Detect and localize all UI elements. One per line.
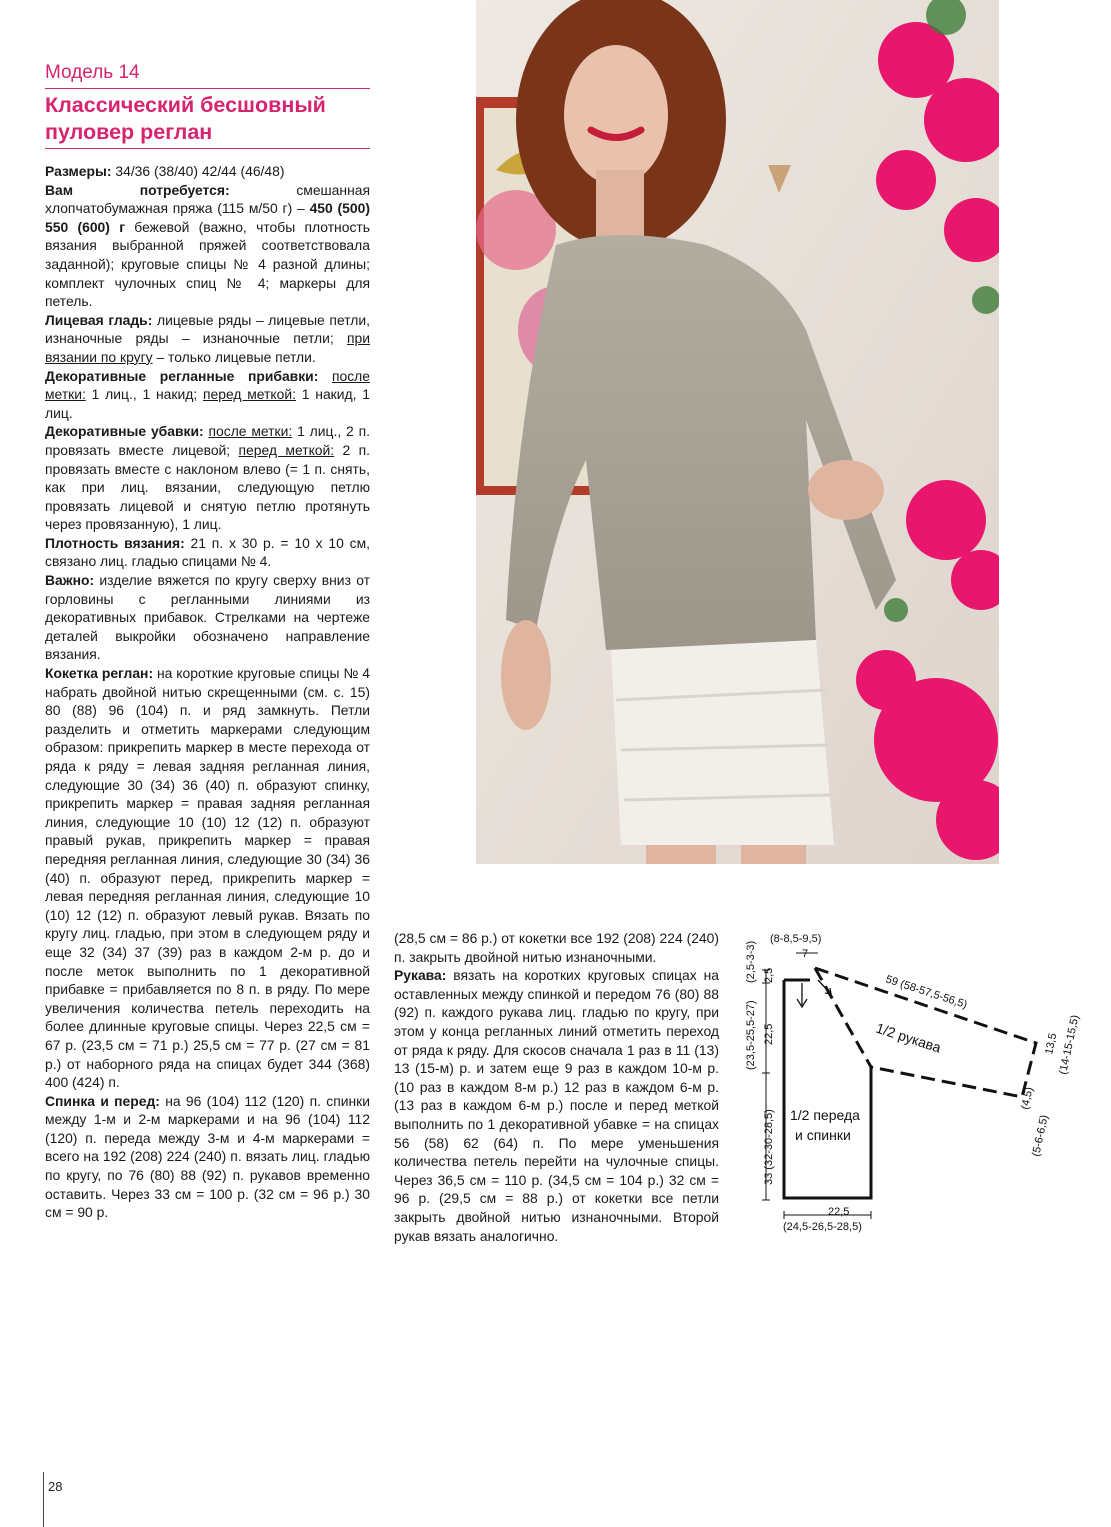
model-photo [476, 0, 999, 864]
increases-space [318, 368, 332, 384]
cuff-c: (4,5) [1019, 1085, 1036, 1111]
sleeves-label: Рукава: [394, 967, 447, 984]
header-rule-bottom [45, 148, 370, 149]
schematic-drawing [740, 925, 1090, 1245]
body-continued: (28,5 см = 86 р.) от кокетки все 192 (208) 224 (240) п. закрыть двойной нитью изнаночными. [394, 930, 719, 965]
gauge-text: 21 п. x 30 р. = 10 x 10 см, связано лиц. гладью спицами № 4. [45, 534, 370, 570]
cuff-d: (5-6-6,5) [1030, 1113, 1051, 1158]
header-rule-top [45, 88, 370, 89]
dec-before-marker: перед меткой: [238, 441, 335, 458]
left-top-value: 2,5 [763, 967, 775, 983]
sizes-value: 34/36 (38/40) 42/44 (46/48) [111, 163, 285, 179]
left-top-label: (2,5-3-3) [745, 940, 757, 983]
sleeve-label: 1/2 рукава [874, 1019, 943, 1056]
bottom-value: 22,5 [828, 1206, 850, 1218]
page-number: 28 [48, 1479, 63, 1494]
stockinette-label: Лицевая гладь: [45, 311, 153, 328]
diagram-top-value: 7 [802, 948, 809, 960]
materials-label: Вам потребуется: [45, 181, 230, 198]
instructions-column-2 [394, 929, 719, 1245]
body-paragraph [45, 1092, 370, 1222]
dec-after-marker: после метки: [208, 423, 293, 440]
cuff-b: (14-15-15,5) [1057, 1013, 1082, 1076]
sizes-paragraph [45, 162, 370, 181]
gauge-label: Плотность вязания: [45, 534, 185, 551]
materials-paragraph [45, 181, 370, 311]
body-text: на 96 (104) 112 (120) п. спинки между 1-м и 2-м маркерами и на 96 (104) 112 (120) п. переда между 3-м и 4-м маркерами = всего на 192 (208) 224 (240) п. вязать лиц. гладью по кругу, по 76 (80) 88 (92) п. рукавов временно оставить. Через 33 см = 100 р. (32 см = 96 р.) 30 см = 90 р. [45, 1092, 370, 1221]
pattern-schematic [740, 925, 1090, 1245]
yarn-amount: 450 (500) 550 (600) г [45, 200, 370, 235]
decreases-text: 1 лиц., 2 п. провязать вместе лицевой; [45, 423, 370, 458]
title-line-1: Классический бесшовный [45, 93, 326, 117]
title-line-2: пуловер реглан [45, 120, 213, 144]
body-label-1: 1/2 переда [790, 1107, 860, 1123]
sleeve-length: 59 (58-57,5-56,5) [884, 973, 969, 1012]
left-body-label: 33 (32-30-28,5) [763, 1109, 775, 1185]
stockinette-paragraph [45, 311, 370, 367]
sleeves-text: вязать на коротких круговых спицах на оставленных между спинкой и передом 76 (80) 88 (92) п. каждого рукава лиц. гладью по кругу, при этом у конца регланных линий отметить переход от ряда к ряду. Для скосов сначала 1 раз в 11 (13) 13 (15-м) р. и затем еще 9 раз в каждом 10-м р. (10 раз в каждом 8-м р.) 12 раз в каждом 6-м р. (13 раз в каждом 6-м р.) после и перед меткой выполнить по 1 декоративной убавке = на спицах 56 (58) 62 (64) п. По мере уменьшения количества петель перейти на чулочные спицы. Через 36,5 см = 110 р. (34,5 см = 104 р.) 32 см = 96 р. (29,5 см = 88 р.) от кокетки все петли закрыть двойной нитью изнаночными. Второй рукав вязать аналогично. [394, 967, 719, 1244]
after-marker: после метки: [45, 367, 370, 403]
bottom-label: (24,5-26,5-28,5) [783, 1221, 862, 1233]
increases-text-cont: 1 накид, 1 лиц. [45, 386, 370, 421]
materials-text: смешанная хлопчатобумажная пряжа (115 м/50 г) – [45, 181, 370, 217]
page-margin-line [43, 1472, 44, 1527]
yoke-text: на короткие круговые спицы № 4 набрать двойной нитью скрещенными (см. с. 15) 80 (88) 96 (104) п. и ряд замкнуть. Петли разделить и отметить маркерами следующим образом: прикрепить маркер в месте перехода от ряда к ряду = левая задняя регланная линия, следующие 30 (34) 36 (40) п. образуют спинку, прикрепить маркер = правая задняя регланная линия, следующие 10 (10) 12 (12) п. образуют правый рукав, прикрепить маркер = правая передняя регланная линия, следующие 30 (34) 36 (40) п. образуют перед, прикрепить маркер = левая передняя регланная линия, следующие 10 (10) 12 (12) п. образуют левый рукав. Вязать по кругу лиц. гладью, при этом в следующем ряду и еще 32 (34) 37 (39) раз в каждом 2-м р. до и после меток выполнить по 1 декоративной прибавке = прибавляется по 8 п. в ряду. По мере увеличения количества петель переходить на более длинные круговые спицы. Через 22,5 см = 67 р. (23,5 см = 71 р.) 25,5 см = 77 р. (27 см = 81 р.) от наборного ряда на спицах будет 344 (368) 400 (424) п. [45, 665, 370, 1091]
decreases-paragraph [45, 422, 370, 534]
decreases-text-cont: 2 п. провязать вместе с наклоном влево (= 1 п. снять, как при лиц. вязании, следующую петлю провязать лицевой и снятую петлю протянуть через провязанную), 1 лиц. [45, 441, 370, 533]
increases-text: 1 лиц., 1 накид; [85, 386, 203, 403]
yoke-paragraph [45, 664, 370, 1092]
decreases-label: Декоративные убавки: [45, 423, 204, 440]
diagram-top-label: (8-8,5-9,5) [770, 933, 822, 945]
sizes-label: Размеры: [45, 163, 112, 179]
yoke-label: Кокетка реглан: [45, 665, 154, 682]
stockinette-text: лицевые ряды – лицевые петли, изнаночные ряды – изнаночные петли; [45, 311, 370, 347]
instructions-column-1 [45, 162, 370, 1222]
sleeves-paragraph [394, 966, 719, 1245]
body-label-2: и спинки [795, 1127, 851, 1143]
important-paragraph [45, 571, 370, 664]
increases-label: Декоративные регланные прибавки: [45, 367, 319, 384]
important-label: Важно: [45, 572, 95, 589]
left-yoke-value: 22,5 [763, 1023, 775, 1045]
model-photo-illustration [476, 0, 999, 864]
gauge-paragraph [45, 534, 370, 571]
cuff-a: 13,5 [1043, 1032, 1060, 1056]
increases-paragraph [45, 367, 370, 423]
body-label: Спинка и перед: [45, 1092, 160, 1109]
important-text: изделие вяжется по кругу сверху вниз от горловины с регланными линиями из декоративных прибавок. Стрелками на чертеже деталей выкройки обозначено направление вязания. [45, 572, 370, 663]
page-title [45, 92, 375, 146]
before-marker: перед меткой: [202, 386, 296, 403]
stockinette-text-cont: – только лицевые петли. [152, 348, 316, 365]
left-yoke-label: (23,5-25,5-27) [745, 1000, 757, 1070]
stockinette-round: при вязании по кругу [45, 330, 370, 365]
materials-text-cont: бежевой (важно, чтобы плотность вязания выбранной пряжей соответствовала заданной); круговые спицы № 4 разной длины; комплект чулочных спиц № 4; маркеры для петель. [45, 218, 370, 310]
model-number: Модель 14 [45, 62, 140, 83]
